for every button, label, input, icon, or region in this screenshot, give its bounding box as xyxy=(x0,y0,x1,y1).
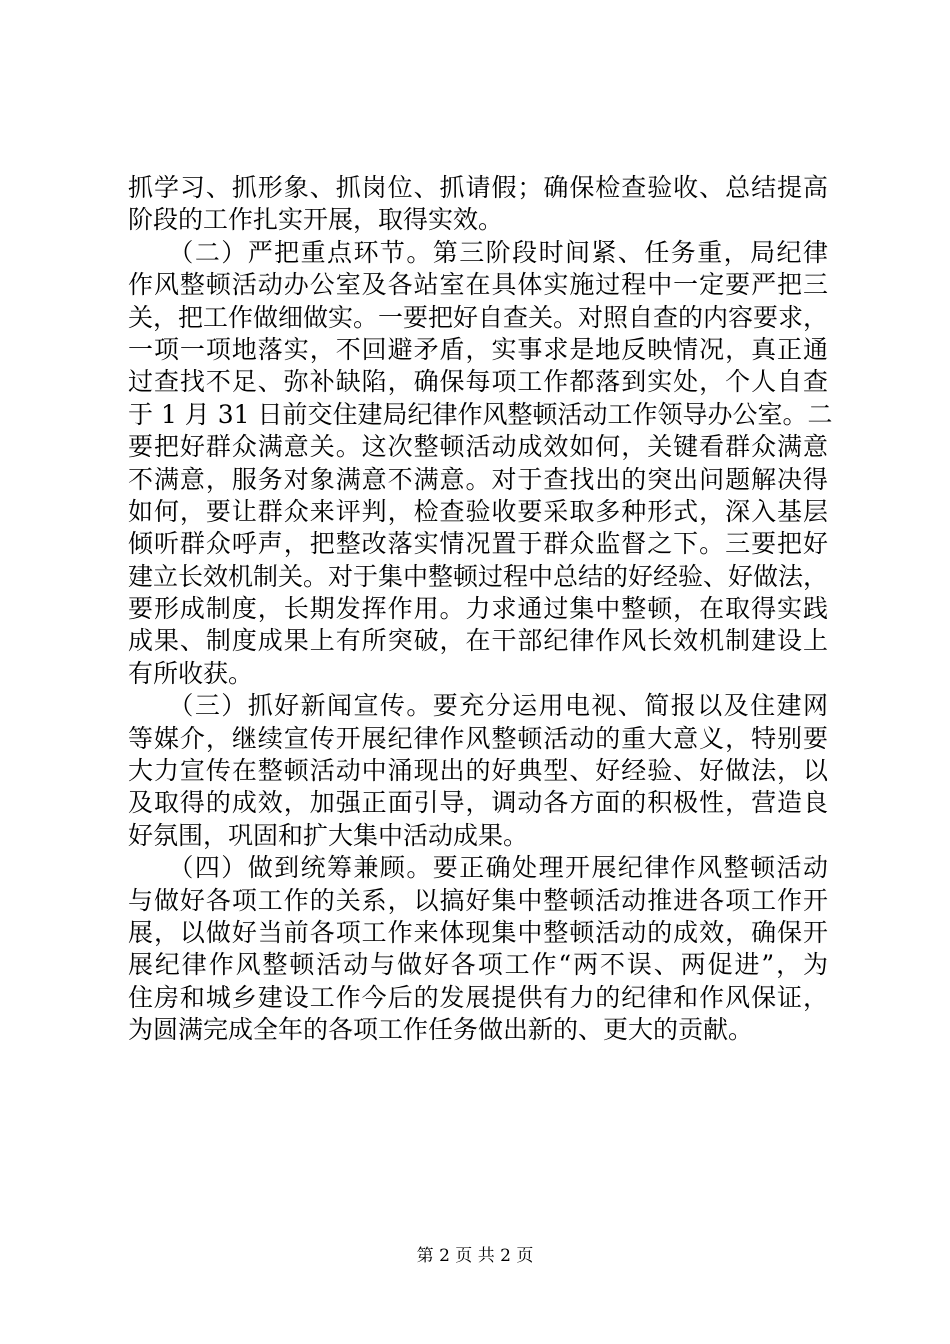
paragraph xyxy=(128,237,833,690)
text-line: 于 1 月 31 日前交住建局纪律作风整顿活动工作领导办公室。二 xyxy=(128,399,833,429)
text-line: （三）抓好新闻宣传。要充分运用电视、简报以及住建网 xyxy=(128,691,828,721)
text-line: 要把好群众满意关。这次整顿活动成效如何，关键看群众满意 xyxy=(128,432,828,462)
paragraph xyxy=(128,852,828,1046)
text-line: 抓学习、抓形象、抓岗位、抓请假；确保检查验收、总结提高 xyxy=(128,173,828,202)
text-line: 作风整顿活动办公室及各站室在具体实施过程中一定要严把三 xyxy=(128,270,828,300)
text-line: 阶段的工作扎实开展，取得实效。 xyxy=(128,205,504,235)
text-line: 住房和城乡建设工作今后的发展提供有力的纪律和作风保证， xyxy=(128,982,828,1012)
text-line: 展，以做好当前各项工作来体现集中整顿活动的成效，确保开 xyxy=(128,917,828,947)
text-line: 一项一项地落实，不回避矛盾，实事求是地反映情况，真正通 xyxy=(128,334,828,364)
paragraph xyxy=(128,690,828,852)
document-body xyxy=(128,172,833,1047)
page-number: 第 2 页 共 2 页 xyxy=(416,1246,534,1266)
text-line: 过查找不足、弥补缺陷，确保每项工作都落到实处，个人自查 xyxy=(128,367,828,397)
text-line: 有所收获。 xyxy=(128,658,254,688)
text-line: 建立长效机制关。对于集中整顿过程中总结的好经验、好做法， xyxy=(128,561,829,591)
paragraph xyxy=(128,172,828,237)
text-line: 倾听群众呼声，把整改落实情况置于群众监督之下。三要把好 xyxy=(128,529,828,559)
page-footer xyxy=(0,1244,950,1268)
text-line: 等媒介，继续宣传开展纪律作风整顿活动的重大意义，特别要 xyxy=(128,723,828,753)
text-line: 不满意，服务对象满意不满意。对于查找出的突出问题解决得 xyxy=(128,464,828,494)
text-line: 与做好各项工作的关系，以搞好集中整顿活动推进各项工作开 xyxy=(128,885,828,915)
text-line: （二）严把重点环节。第三阶段时间紧、任务重，局纪律 xyxy=(128,237,828,267)
text-line: 展纪律作风整顿活动与做好各项工作“两不误、两促进”，为 xyxy=(128,950,828,980)
text-line: 关，把工作做细做实。一要把好自查关。对照自查的内容要求， xyxy=(128,302,829,332)
text-line: 大力宣传在整顿活动中涌现出的好典型、好经验、好做法，以 xyxy=(128,756,828,786)
text-line: 如何，要让群众来评判，检查验收要采取多种形式，深入基层 xyxy=(128,496,828,526)
text-line: （四）做到统筹兼顾。要正确处理开展纪律作风整顿活动 xyxy=(128,853,828,883)
text-line: 及取得的成效，加强正面引导，调动各方面的积极性，营造良 xyxy=(128,788,828,818)
text-line: 要形成制度，长期发挥作用。力求通过集中整顿，在取得实践 xyxy=(128,594,828,624)
text-line: 好氛围，巩固和扩大集中活动成果。 xyxy=(128,820,529,850)
text-line: 成果、制度成果上有所突破，在干部纪律作风长效机制建设上 xyxy=(128,626,828,656)
text-line: 为圆满完成全年的各项工作任务做出新的、更大的贡献。 xyxy=(128,1015,754,1045)
